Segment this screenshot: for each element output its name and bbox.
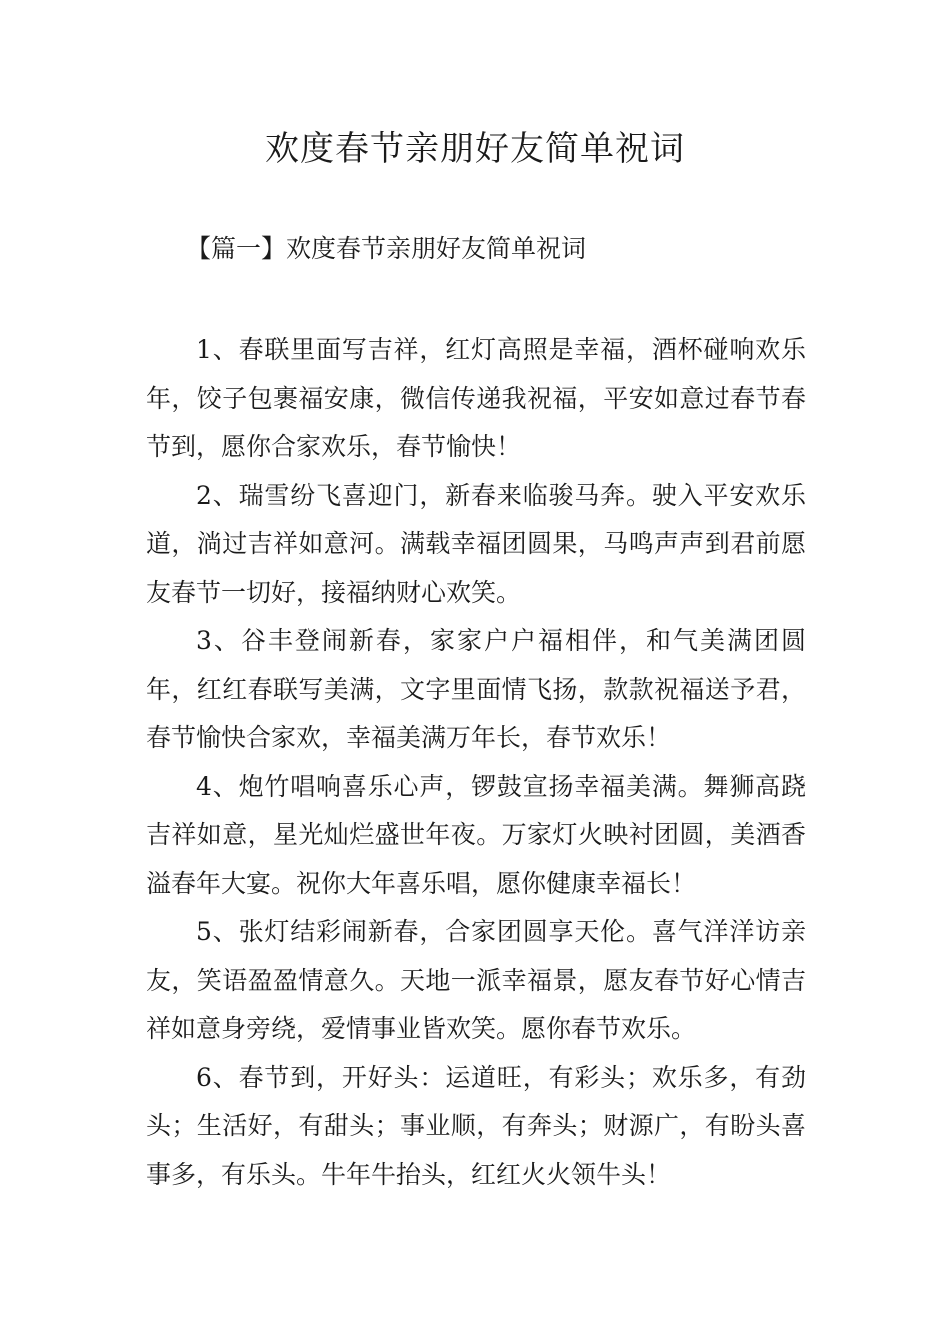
section-heading: 【篇一】欢度春节亲朋好友简单祝词 <box>186 234 587 263</box>
paragraph-1: 1、春联里面写吉祥，红灯高照是幸福，酒杯碰响欢乐年，饺子包裹福安康，微信传递我祝福，平安如意过春节春节到，愿你合家欢乐，春节愉快！ <box>146 335 806 461</box>
paragraph-3: 3、谷丰登闹新春，家家户户福相伴，和气美满团圆年，红红春联写美满，文字里面情飞扬，款款祝福送予君，春节愉快合家欢，幸福美满万年长，春节欢乐！ <box>146 626 806 752</box>
paragraph-5: 5、张灯结彩闹新春，合家团圆享天伦。喜气洋洋访亲友，笑语盈盈情意久。天地一派幸福景，愿友春节好心情吉祥如意身旁绕，爱情事业皆欢笑。愿你春节欢乐。 <box>146 917 806 1043</box>
document-body <box>146 326 806 1199</box>
paragraph-2: 2、瑞雪纷飞喜迎门，新春来临骏马奔。驶入平安欢乐道，淌过吉祥如意河。满载幸福团圆果，马鸣声声到君前愿友春节一切好，接福纳财心欢笑。 <box>146 480 806 607</box>
paragraph-6: 6、春节到，开好头：运道旺，有彩头；欢乐多，有劲头；生活好，有甜头；事业顺，有奔头；财源广，有盼头喜事多，有乐头。牛年牛抬头，红红火火领牛头！ <box>146 1062 806 1189</box>
paragraph-4: 4、炮竹唱响喜乐心声，锣鼓宣扬幸福美满。舞狮高跷吉祥如意，星光灿烂盛世年夜。万家灯火映衬团圆，美酒香溢春年大宴。祝你大年喜乐唱，愿你健康幸福长！ <box>146 771 806 898</box>
document-title: 欢度春节亲朋好友简单祝词 <box>265 129 685 169</box>
